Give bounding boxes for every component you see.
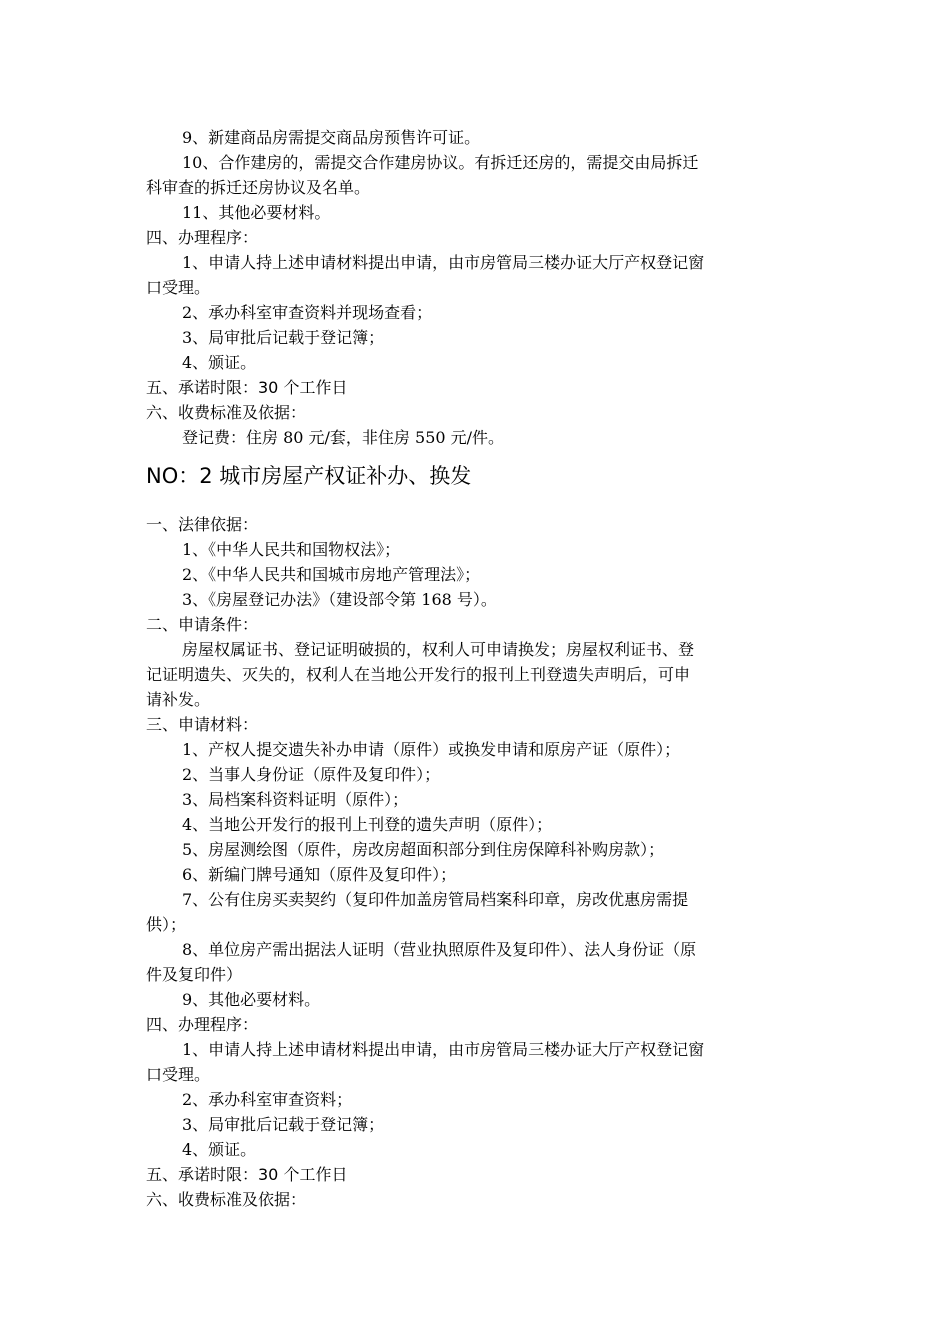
heading-procedure: 四、办理程序： — [146, 228, 259, 247]
material-item-5: 5、房屋测绘图（原件，房改房超面积部分到住房保障科补购房款）； — [182, 840, 665, 859]
heading-fees: 六、收费标准及依据： — [146, 1190, 307, 1209]
heading-materials: 三、申请材料： — [146, 715, 259, 734]
procedure-step-1: 1、申请人持上述申请材料提出申请，由市房管局三楼办证大厅产权登记窗 — [182, 1040, 705, 1059]
heading-time-limit: 五、承诺时限：30 个工作日 — [146, 1165, 348, 1184]
material-item-11: 11、其他必要材料。 — [182, 203, 331, 222]
material-item-8-cont: 件及复印件） — [146, 965, 243, 984]
procedure-step-1: 1、申请人持上述申请材料提出申请，由市房管局三楼办证大厅产权登记窗 — [182, 253, 705, 272]
procedure-step-2: 2、承办科室审查资料； — [182, 1090, 353, 1109]
procedure-step-3: 3、局审批后记载于登记簿； — [182, 1115, 385, 1134]
procedure-step-1-cont: 口受理。 — [146, 1065, 211, 1084]
heading-conditions: 二、申请条件： — [146, 615, 259, 634]
heading-procedure: 四、办理程序： — [146, 1015, 259, 1034]
heading-legal-basis: 一、法律依据： — [146, 515, 259, 534]
material-item-3: 3、局档案科资料证明（原件）； — [182, 790, 409, 809]
material-item-7-cont: 供）； — [146, 915, 187, 934]
conditions-text: 房屋权属证书、登记证明破损的，权利人可申请换发；房屋权利证书、登 — [182, 640, 695, 659]
material-item-4: 4、当地公开发行的报刊上刊登的遗失声明（原件）； — [182, 815, 553, 834]
material-item-10-cont: 科审查的拆迁还房协议及名单。 — [146, 178, 371, 197]
law-item-3: 3、《房屋登记办法》（建设部令第 168 号）。 — [182, 590, 497, 609]
material-item-6: 6、新编门牌号通知（原件及复印件）； — [182, 865, 457, 884]
procedure-step-2: 2、承办科室审查资料并现场查看； — [182, 303, 433, 322]
material-item-2: 2、当事人身份证（原件及复印件）； — [182, 765, 441, 784]
procedure-step-4: 4、颁证。 — [182, 1140, 257, 1159]
law-item-1: 1、《中华人民共和国物权法》； — [182, 540, 401, 559]
material-item-9: 9、其他必要材料。 — [182, 990, 321, 1009]
material-item-1: 1、产权人提交遗失补办申请（原件）或换发申请和原房产证（原件）； — [182, 740, 681, 759]
procedure-step-4: 4、颁证。 — [182, 353, 257, 372]
heading-fees: 六、收费标准及依据： — [146, 403, 307, 422]
conditions-text-cont: 记证明遗失、灭失的，权利人在当地公开发行的报刊上刊登遗失声明后，可申 — [146, 665, 691, 684]
material-item-10: 10、合作建房的，需提交合作建房协议。有拆迁还房的，需提交由局拆迁 — [182, 153, 699, 172]
procedure-step-3: 3、局审批后记载于登记簿； — [182, 328, 385, 347]
material-item-7: 7、公有住房买卖契约（复印件加盖房管局档案科印章，房改优惠房需提 — [182, 890, 689, 909]
material-item-9: 9、新建商品房需提交商品房预售许可证。 — [182, 128, 481, 147]
conditions-text-end: 请补发。 — [146, 690, 211, 709]
fee-text: 登记费：住房 80 元/套，非住房 550 元/件。 — [182, 428, 505, 447]
law-item-2: 2、《中华人民共和国城市房地产管理法》； — [182, 565, 481, 584]
material-item-8: 8、单位房产需出据法人证明（营业执照原件及复印件）、法人身份证（原 — [182, 940, 697, 959]
section-title: NO：2 城市房屋产权证补办、换发 — [146, 464, 472, 488]
heading-time-limit: 五、承诺时限：30 个工作日 — [146, 378, 348, 397]
procedure-step-1-cont: 口受理。 — [146, 278, 211, 297]
